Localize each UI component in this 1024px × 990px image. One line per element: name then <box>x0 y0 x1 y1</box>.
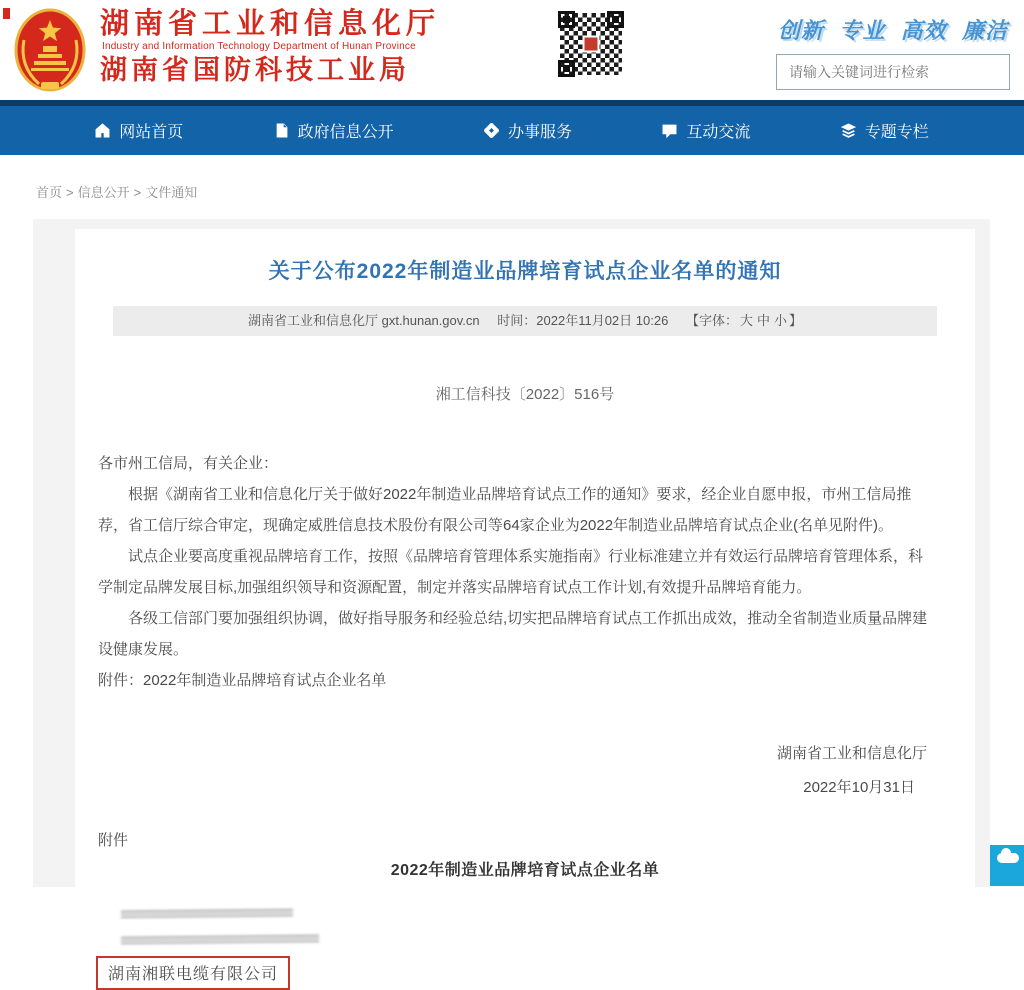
nav-item-label: 专题专栏 <box>864 124 929 141</box>
redacted-line <box>121 909 293 922</box>
nav-item-services[interactable] <box>484 119 572 142</box>
nav-item-label: 互动交流 <box>686 124 751 141</box>
home-icon <box>95 123 110 138</box>
breadcrumb-item-home[interactable]: 首页 <box>36 185 63 200</box>
nav-item-home[interactable] <box>95 119 183 142</box>
qr-center-logo-icon <box>583 36 600 53</box>
breadcrumb-item-info[interactable]: 信息公开 <box>77 185 130 200</box>
content-wrapper <box>33 219 990 983</box>
org-title-cn: 湖南省工业和信息化厅 <box>100 8 441 40</box>
search-box <box>776 54 1010 90</box>
corner-mark <box>3 8 10 19</box>
qr-code <box>558 11 624 77</box>
qr-finder-icon <box>558 60 575 77</box>
org-titles <box>100 8 440 85</box>
signature-block <box>95 742 927 797</box>
meta-time: 时间：2022年11月02日 10:26 <box>497 313 669 328</box>
article-card <box>75 229 975 983</box>
nav-item-label: 政府信息公开 <box>297 124 394 141</box>
app-watermark-icon <box>990 845 1024 886</box>
breadcrumb-item-current: 文件通知 <box>145 185 198 200</box>
service-icon <box>484 123 499 138</box>
search-input[interactable] <box>777 55 1009 89</box>
article-meta-bar <box>113 306 937 336</box>
highlighted-company: 湖南湘联电缆有限公司 <box>96 956 290 990</box>
site-header <box>0 0 1024 100</box>
signature-date: 2022年10月31日 <box>803 779 915 796</box>
nav-item-special-columns[interactable] <box>841 119 929 142</box>
qr-finder-icon <box>558 11 575 28</box>
breadcrumb-separator: > <box>133 185 142 200</box>
meta-source: 湖南省工业和信息化厅 gxt.hunan.gov.cn <box>247 313 480 328</box>
header-right <box>776 14 1010 90</box>
nav-item-label: 网站首页 <box>119 124 184 141</box>
font-size-large-button[interactable]: 大 <box>739 313 753 328</box>
slogan <box>776 14 1010 45</box>
breadcrumb <box>36 182 1024 201</box>
article-body <box>98 448 933 696</box>
signature-org: 湖南省工业和信息化厅 <box>776 745 927 762</box>
chat-icon <box>662 123 677 138</box>
national-emblem-icon <box>14 8 86 94</box>
org-title-cn2: 湖南省国防科技工业局 <box>100 55 410 85</box>
meta-font-prefix: 【字体： <box>685 313 738 328</box>
slogan-word: 廉洁 <box>961 18 1008 43</box>
font-size-small-button[interactable]: 小 <box>773 313 787 328</box>
nav-item-gov-info[interactable] <box>274 119 394 142</box>
font-size-medium-button[interactable]: 中 <box>756 313 770 328</box>
paragraph: 根据《湖南省工业和信息化厅关于做好2022年制造业品牌培育试点工作的通知》要求，经企业自愿申报，市州工信局推荐，省工信厅综合审定，现确定威胜信息技术股份有限公司等64家企业为2022年制造业品牌培育试点企业(名单见附件)。 <box>98 486 912 534</box>
org-title-en: Industry and Information Technology Department of Hunan Province <box>102 41 416 52</box>
slogan-word: 高效 <box>900 18 947 43</box>
slogan-word: 专业 <box>839 18 886 43</box>
cloud-icon <box>997 853 1019 863</box>
breadcrumb-separator: > <box>66 185 74 200</box>
paragraph: 各级工信部门要加强组织协调，做好指导服务和经验总结,切实把品牌培育试点工作抓出成效，推动全省制造业质量品牌建设健康发展。 <box>98 610 928 658</box>
page-title: 关于公布2022年制造业品牌培育试点企业名单的通知 <box>268 260 782 283</box>
slogan-word: 创新 <box>778 18 825 43</box>
appendix-title: 2022年制造业品牌培育试点企业名单 <box>390 862 660 879</box>
attachment-line: 附件：2022年制造业品牌培育试点企业名单 <box>98 672 387 689</box>
appendix-label: 附件 <box>98 832 129 849</box>
nav-item-interaction[interactable] <box>662 119 750 142</box>
paragraph: 试点企业要高度重视品牌培育工作，按照《品牌培育管理体系实施指南》行业标准建立并有效运行品牌培育管理体系，科学制定品牌发展目标,加强组织领导和资源配置，制定并落实品牌培育试点工作计划,有效提升品牌培育能力。 <box>98 548 924 596</box>
redacted-line <box>121 935 319 948</box>
main-nav <box>0 106 1024 155</box>
nav-item-label: 办事服务 <box>507 124 572 141</box>
document-icon <box>274 123 289 138</box>
salutation: 各市州工信局，有关企业： <box>98 455 279 472</box>
qr-finder-icon <box>607 11 624 28</box>
columns-icon <box>841 123 856 138</box>
document-number: 湘工信科技〔2022〕516号 <box>435 386 615 403</box>
meta-font-suffix: 】 <box>789 313 803 328</box>
